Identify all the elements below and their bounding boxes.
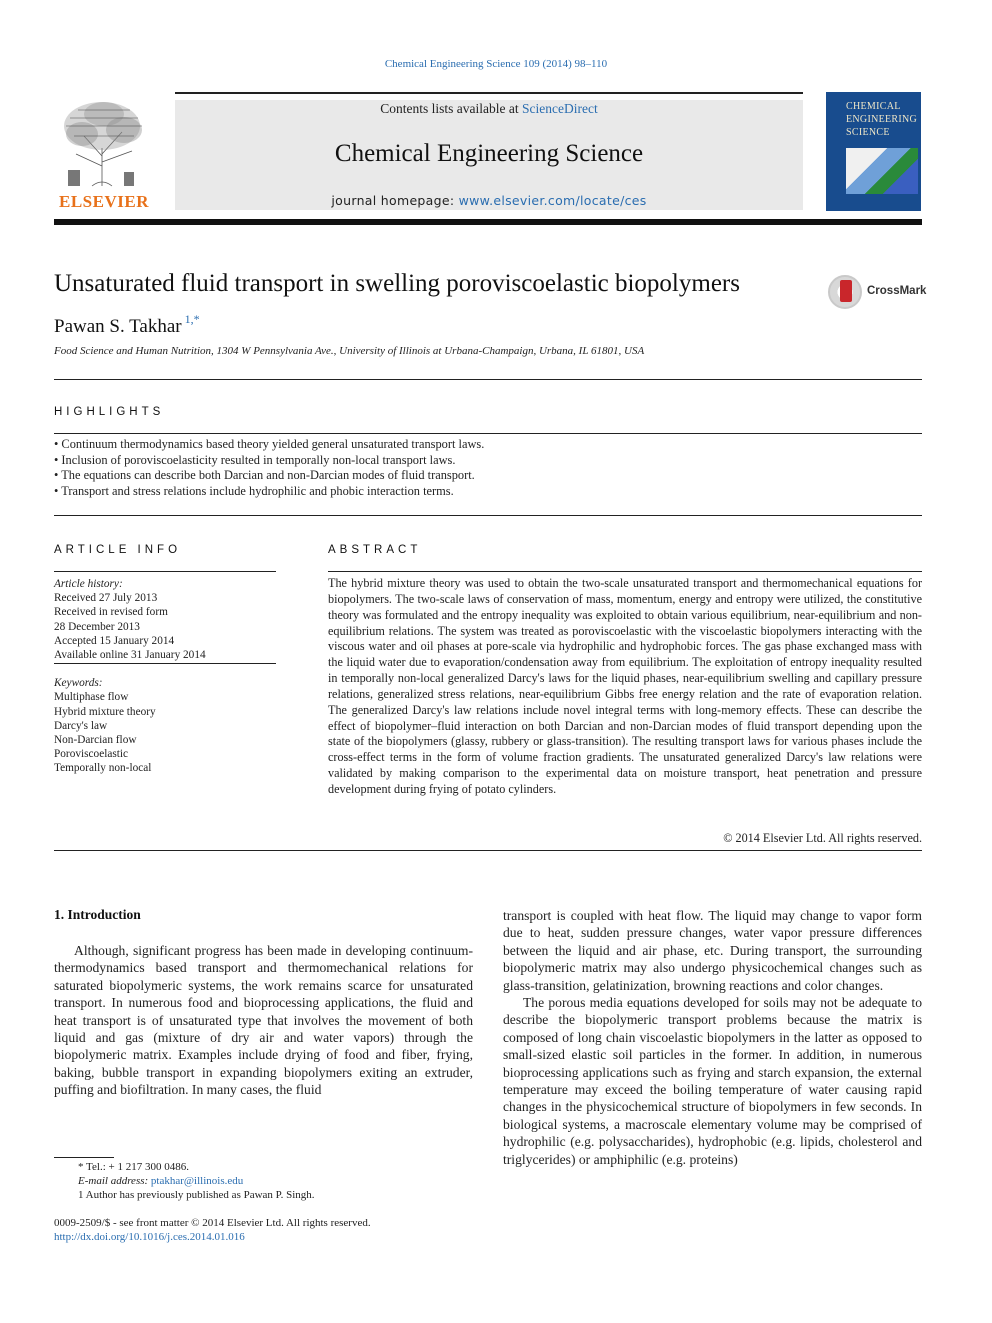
- cover-title-line: CHEMICAL: [846, 101, 901, 112]
- history-item: Available online 31 January 2014: [54, 648, 276, 664]
- journal-title: Chemical Engineering Science: [334, 140, 644, 167]
- author-affiliation: Food Science and Human Nutrition, 1304 W Pennsylvania Ave., University of Illinois at Urbana-Champaign, Urbana, IL 61801, USA: [54, 345, 645, 357]
- history-item: Accepted 15 January 2014: [54, 634, 175, 647]
- journal-homepage: [175, 193, 803, 208]
- cover-title-line: SCIENCE: [846, 127, 890, 138]
- homepage-link[interactable]: www.elsevier.com/locate/ces: [458, 193, 647, 208]
- article-info-heading: ARTICLE INFO: [54, 544, 182, 556]
- keyword-item: Multiphase flow: [54, 691, 129, 704]
- divider: [54, 850, 922, 851]
- banner-top-rule: [175, 92, 803, 94]
- issn-line: 0009-2509/$ - see front matter © 2014 Elsevier Ltd. All rights reserved.: [54, 1217, 371, 1229]
- elsevier-wordmark: ELSEVIER: [59, 192, 149, 211]
- paper-title: Unsaturated fluid transport in swelling poroviscoelastic biopolymers: [54, 270, 740, 297]
- contents-prefix: Contents lists available at: [380, 101, 522, 116]
- elsevier-logo: [54, 96, 166, 212]
- body-paragraph: The porous media equations developed for soils may not be adequate to describe the biopolymeric transport problems because the matrix is composed of long chain viscoelastic biopolymers in the latter as opposed to small-sized elastic soil particles in the former. In addition, in numerous bioprocessing applications such as frying and starch expansion, the external temperature may exceed the boiling temperature of water causing rapid changes in the physicochemical structure of biopolymers in few seconds. In biological systems, a macroscale elementary volume may be comprised of hydrophilic (e.g. polysaccharides), hydrophobic (e.g. lipids, cholesterol and triglycerides) or amphiphilic (e.g. proteins): [503, 995, 922, 1167]
- journal-banner: [175, 100, 803, 210]
- footnote-tel: * Tel.: + 1 217 300 0486.: [78, 1161, 189, 1173]
- email-label: E-mail address:: [78, 1175, 151, 1188]
- body-paragraph: Although, significant progress has been made in developing continuum-thermodynamics based transport and thermomechanical relations for saturated biopolymeric systems, the work remains scarce for unsaturated transport. In numerous food and bioprocessing applications, the fluid and heat transport is of unsaturated type that involves the movement of both liquid and gas (mixture of dry air and water vapors) through the biopolymeric matrix. Examples include drying of food and fiber, frying, baking, bubble transport in expanding biopolymers exiting an extruder, puffing and biofiltration. In many cases, the fluid: [54, 943, 473, 1098]
- crossmark-ribbon-icon: [840, 280, 852, 302]
- keyword-item: Non-Darcian flow: [54, 734, 137, 747]
- front-matter: [54, 1216, 473, 1244]
- body-column-left: [54, 942, 473, 1099]
- highlight-item: • Transport and stress relations include hydrophilic and phobic interaction terms.: [54, 484, 454, 499]
- author-line: [54, 312, 200, 338]
- article-info: [54, 577, 276, 776]
- keyword-item: Darcy's law: [54, 719, 108, 732]
- keyword-item: Temporally non-local: [54, 762, 152, 775]
- cover-image: [846, 148, 918, 194]
- journal-cover-thumbnail[interactable]: [826, 92, 921, 211]
- footnote-1: 1 Author has previously published as Pawan P. Singh.: [78, 1189, 315, 1202]
- header-divider: [54, 219, 922, 225]
- divider: [54, 515, 922, 516]
- contents-line: [175, 101, 803, 117]
- divider: [54, 571, 276, 572]
- footnote-email: [54, 1174, 473, 1188]
- highlight-item: • Inclusion of poroviscoelasticity resulted in temporally non-local transport laws.: [54, 452, 456, 467]
- abstract-heading: ABSTRACT: [328, 544, 422, 556]
- cover-title-line: ENGINEERING: [846, 114, 918, 125]
- history-label: Article history:: [54, 578, 123, 590]
- crossmark-badge[interactable]: [828, 274, 927, 312]
- doi-link[interactable]: http://dx.doi.org/10.1016/j.ces.2014.01.016: [54, 1231, 245, 1244]
- history-item: Received 27 July 2013: [54, 592, 158, 605]
- section-heading: 1. Introduction: [54, 907, 141, 922]
- abstract-text: The hybrid mixture theory was used to obtain the two-scale unsaturated transport and thermomechanical equations for biopolymers. The two-scale laws of conservation of mass, momentum, energy and entropy were utilized, the constitutive theory was formulated and the entropy inequality was exploited to obtain various equilibrium, near-equilibrium and non-equilibrium relations. The system was treated as poroviscoelastic with the viscoelastic biopolymers interacting with the viscous water and oil phases at pore-scale via hydrophilic and hydrophobic forces. The gas phase exchanged mass with the liquid water due to evaporation/condensation away from equilibrium. The exploitation of entropy inequality resulted in temporally non-local generalized Darcy's laws for the liquid phases, near-equilibrium swelling and capillary pressure relations, generalized stress relations, near-equilibrium Gibbs free energy relation and the rate of evaporation relation. The generalized Darcy's law relations include novel integral terms with long-memory effects. These can describe the effect of biopolymer–fluid interaction on both Darcian and non-Darcian modes of fluid transport depending upon the state of the biopolymers (glassy, rubbery or glass-transition). The resulting transport laws for various phases include the cross-effect terms in the form of volume fraction gradients. The unsaturated generalized Darcy's law relations were validated by making comparison to the experimental data on moisture transport, heat penetration and pressure development during frying of potato cylinders.: [328, 576, 922, 796]
- abstract-copyright: © 2014 Elsevier Ltd. All rights reserved.: [723, 831, 922, 845]
- history-item: 28 December 2013: [54, 620, 140, 633]
- sciencedirect-link[interactable]: ScienceDirect: [522, 101, 598, 116]
- divider: [54, 433, 922, 434]
- crossmark-label: CrossMark: [867, 285, 927, 297]
- author-name: Pawan S. Takhar: [54, 316, 182, 337]
- keyword-item: Hybrid mixture theory: [54, 705, 156, 718]
- highlight-item: • Continuum thermodynamics based theory yielded general unsaturated transport laws.: [54, 437, 485, 451]
- body-column-right: [503, 907, 922, 1168]
- footnotes: [54, 1160, 473, 1203]
- footnote-rule: [54, 1157, 114, 1158]
- divider: [328, 571, 922, 572]
- highlights-list: [54, 437, 922, 500]
- divider: [54, 379, 922, 380]
- email-link[interactable]: ptakhar@illinois.edu: [150, 1175, 244, 1188]
- elsevier-tree-icon: [54, 96, 154, 188]
- highlights-heading: HIGHLIGHTS: [54, 406, 165, 418]
- homepage-prefix: journal homepage:: [331, 193, 459, 208]
- keywords-label: Keywords:: [54, 677, 103, 690]
- highlight-item: • The equations can describe both Darcian and non-Darcian modes of fluid transport.: [54, 468, 475, 483]
- history-item: Received in revised form: [54, 606, 168, 619]
- author-footnote-marks[interactable]: 1,*: [184, 312, 200, 326]
- cover-title: [846, 100, 917, 139]
- journal-citation[interactable]: Chemical Engineering Science 109 (2014) 98–110: [384, 58, 608, 70]
- body-paragraph: transport is coupled with heat flow. The liquid may change to vapor form due to heat, sudden pressure changes, water vapor pressure differences between the liquid and air phase, etc. During transport, the surrounding biopolymeric matrix may also undergo physicochemical changes such as glass-transition, gelatinization, browning reactions and color changes.: [503, 908, 922, 993]
- keyword-item: Poroviscoelastic: [54, 748, 129, 761]
